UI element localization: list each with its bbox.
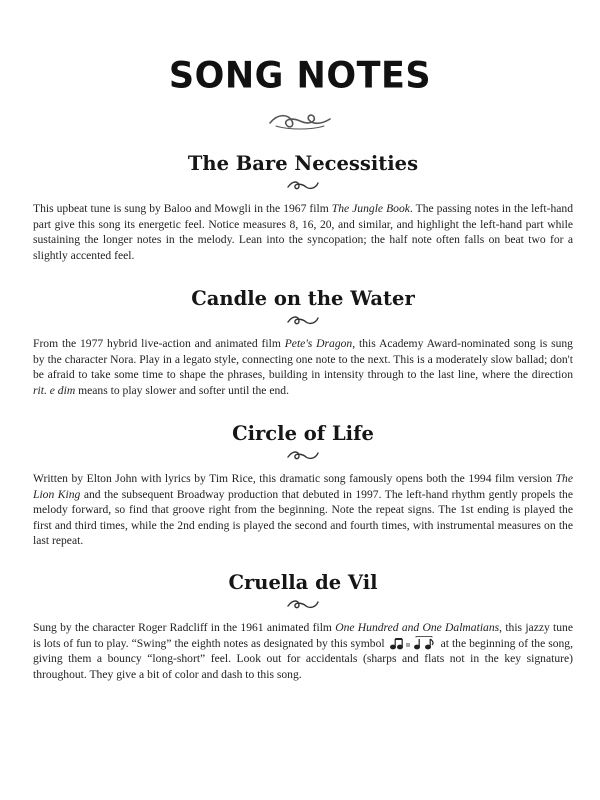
flourish-icon [286,178,320,192]
song-description: Sung by the character Roger Radcliff in the 1961 animated film One Hundred and One Dalmatians, this jazzy tune is lots of fun to play. “Swing” the eighth notes as designated by this symbol at the beginning of the song, giving them a bouncy “long-short” feel. Look out for accidentals (sharps and flats not in the key signature) throughout. They give a bit of color and dash to this song. [33,621,574,681]
film-title: One Hundred and One Dalmatians [335,621,500,634]
song-description: This upbeat tune is sung by Baloo and Mowgli in the 1967 film The Jungle Book. The passing notes in the left-hand part give this song its energetic feel. Notice measures 8, 16, 20, and similar, and highlight the left-hand part while sustaining the longer notes in the melody. Lean into the syncopation; the half note often falls on beat two for a slightly accented feel. [33,202,573,262]
film-title: Pete's Dragon [284,337,353,350]
flourish-icon [286,313,320,327]
song-title: Candle on the Water [191,287,415,310]
song-section [33,286,573,398]
film-title: The Jungle Book [331,202,410,215]
song-title: Circle of Life [232,422,374,445]
song-title: Cruella de Vil [228,571,378,594]
direction-term: rit. e dim [33,383,76,397]
song-title: The Bare Necessities [187,152,419,175]
flourish-icon [286,597,320,611]
song-section [33,421,573,549]
song-description: Written by Elton John with lyrics by Tim Rice, this dramatic song famously opens both the 1994 film version The Lion King and the subsequent Broadway production that debuted in 1997. The left-hand rhythm gently propels the melody forward, so find that groove right from the beginning. Note the repeat signs. The 1st ending is played the first and third times, while the 2nd ending is played the second and fourth times, with instrumental measures on the last repeat. [33,472,573,548]
swing-eighths-icon [390,636,436,650]
flourish-icon [286,448,320,462]
flourish-ornament-icon [268,110,332,132]
page-title: SONG NOTES [168,55,432,97]
film-title: The Lion King [33,472,573,501]
song-description: From the 1977 hybrid live-action and animated film Pete's Dragon, this Academy Award-nominated song is sung by the character Nora. Play in a legato style, connecting one note to the next. This is a moderately slow ballad; don't be afraid to take some time to shape the phrases, building in intensity through to the last line, where the direction rit. e dim means to play slower and softer until the end. [33,337,573,397]
song-section [33,570,573,682]
song-section [33,151,573,263]
